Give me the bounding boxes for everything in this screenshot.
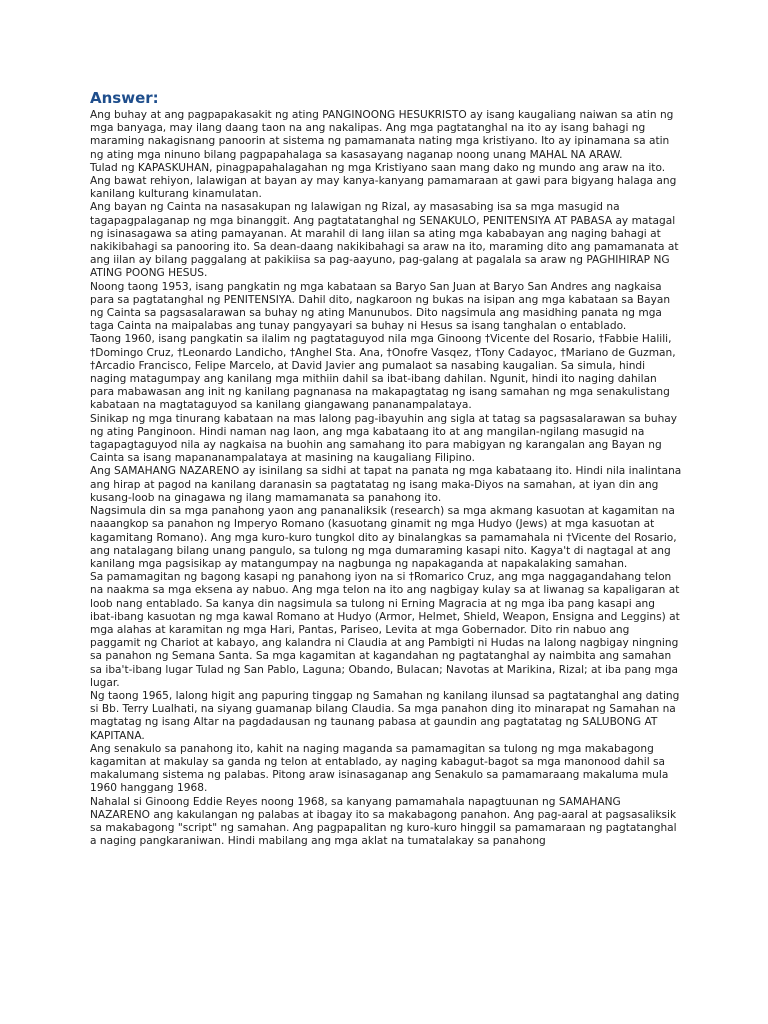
paragraph: Ang senakulo sa panahong ito, kahit na naging maganda sa pamamagitan sa tulong ng mga makabagong kagamitan at makulay sa ganda ng telon at entablado, ay naging kabagut-bagot sa mga manonood dahil sa makalumang sistema ng palabas. Pitong araw isinasaganap ang Senakulo sa pamamaraang makaluma mula 1960 hanggang 1968. <box>90 742 669 795</box>
document-body <box>90 89 682 848</box>
paragraph: Ang bayan ng Cainta na nasasakupan ng lalawigan ng Rizal, ay masasabing isa sa mga masugid na tagapagpalaganap ng mga binanggit. Ang pagtatatanghal ng SENAKULO, PENITENSIYA AT PABASA ay matagal ng isinasagawa sa ating pamayanan. At marahil di lang iilan sa ating mga kababayan ang naging bahagi at nakikibahagi sa panooring ito. Sa dean-daang nakikibahagi sa araw na ito, maraming dito ang pamamanata at ang iilan ay bilang paggalang at pakikiisa sa pag-aayuno, pag-galang at pagalala sa araw ng PAGHIHIRAP NG ATING POONG HESUS. <box>90 201 679 280</box>
paragraph: Sinikap ng mga tinurang kabataan na mas lalong pag-ibayuhin ang sigla at tatag sa pagsasalarawan sa buhay ng ating Panginoon. Hindi naman nag laon, ang mga kabataang ito at ang mangilan-ngilang masugid na tagapagtaguyod nila ay nagkaisa na buohin ang samahang ito para mabigyan ng karangalan ang Bayan ng Cainta sa isang mapananampalataya at masining na kaugaliang Filipino. <box>90 412 678 465</box>
paragraph: Ang SAMAHANG NAZARENO ay isinilang sa sidhi at tapat na panata ng mga kabataang ito. Hindi nila inalintana ang hirap at pagod na kanilang daranasin sa pagtatatag ng isang maka-Diyos na samahan, at iyan din ang kusang-loob na ginagawa ng ilang mamamanata sa panahong ito. <box>90 465 682 504</box>
answer-heading: Answer: <box>90 89 159 107</box>
paragraph: Ng taong 1965, lalong higit ang papuring tinggap ng Samahan ng kanilang ilunsad sa pagtatanghal ang dating si Bb. Terry Lualhati, na siyang guamanap bilang Claudia. Sa mga panahon ding ito minarapat ng Samahan na magtatag ng isang Altar na pagdadausan ng taunang pabasa at gaundin ang pagtatatag ng SALUBONG AT KAPITANA. <box>90 689 680 742</box>
paragraph: Sa pamamagitan ng bagong kasapi ng panahong iyon na si †Romarico Cruz, ang mga naggagandahang telon na naakma sa mga eksena ay nabuo. Ang mga telon na ito ang nagbigay kulay sa at liwanag sa kapaligaran at loob nang entablado. Sa kanya din nagsimula sa tulong ni Erning Magracia at ng mga iba pang kasapi ang ibat-ibang kasuotan ng mga kawal Romano at Hudyo (Armor, Helmet, Shield, Weapon, Ensigna and Leggins) at mga alahas at karamitan ng mga Hari, Pantas, Pariseo, Levita at mga Gobernador. Dito rin nabuo ang paggamit ng Chariot at kabayo, ang kalandra ni Claudia at ang Pambigti ni Hudas na lalong nagbigay ningning sa panahon ng Semana Santa. Sa mga kagamitan at kagandahan ng pagtatanghal ay naimbita ang samahan sa iba't-ibang lugar Tulad ng San Pablo, Laguna; Obando, Bulacan; Navotas at Marikina, Rizal; at iba pang mga lugar. <box>90 571 680 689</box>
paragraph: Ang buhay at ang pagpapakasakit ng ating PANGINOONG HESUKRISTO ay isang kaugaliang naiwan sa atin ng mga banyaga, may ilang daang taon na ang nakalipas. Ang mga pagtatanghal na ito ay isang bahagi ng maraming nakagisnang panoorin at sistema ng pamamanata nating mga kristiyano. Ito ay ipinamana sa atin ng ating mga ninuno bilang pagpapahalaga sa kasasayang naganap noong unang MAHAL NA ARAW. <box>90 109 674 161</box>
paragraph: Noong taong 1953, isang pangkatin ng mga kabataan sa Baryo San Juan at Baryo San Andres ang nagkaisa para sa pagtatanghal ng PENITENSIYA. Dahil dito, nagkaroon ng bukas na isipan ang mga kabataan sa Bayan ng Cainta sa pagsasalarawan sa buhay ng ating Manunubos. Dito nagsimula ang masidhing panata ng mga taga Cainta na maipalabas ang tunay pangyayari sa buhay ni Hesus sa isang tanghalan o entablado. <box>90 280 671 333</box>
paragraph: Taong 1960, isang pangkatin sa ilalim ng pagtataguyod nila mga Ginoong †Vicente del Rosario, †Fabbie Halili, †Domingo Cruz, †Leonardo Landicho, †Anghel Sta. Ana, †Onofre Vasqez, †Tony Cadayoc, †Mariano de Guzman, †Arcadio Francisco, Felipe Marcelo, at David Javier ang pumalaot sa nasabing kaugalian. Sa simula, hindi naging matagumpay ang kanilang mga mithiin dahil sa ibat-ibang dahilan. Ngunit, hindi ito naging dahilan para mabawasan ang init ng kanilang pagnanasa na makapagtatag ng isang samahan ng mga senakulistang kabataan na magtataguyod sa kanilang giangawang pananampalataya. <box>90 333 676 412</box>
paragraph: Nahalal si Ginoong Eddie Reyes noong 1968, sa kanyang pamamahala napagtuunan ng SAMAHANG NAZARENO ang kakulangan ng palabas at ibagay ito sa makabagong panahon. Ang pag-aaral at pagsasaliksik sa makabagong "script" ng samahan. Ang pagpapalitan ng kuro-kuro hinggil sa pamamaraan ng pagtatanghal a naging pangkaraniwan. Hindi mabilang ang mga aklat na tumatalakay sa panahong <box>90 795 677 848</box>
paragraph: Tulad ng KAPASKUHAN, pinagpapahalagahan ng mga Kristiyano saan mang dako ng mundo ang araw na ito. Ang bawat rehiyon, lalawigan at bayan ay may kanya-kanyang pamamaraan at gawi para bigyang halaga ang kanilang kulturang kinamulatan. <box>90 161 677 201</box>
paragraph: Nagsimula din sa mga panahong yaon ang pananaliksik (research) sa mga akmang kasuotan at kagamitan na naaangkop sa panahon ng Imperyo Romano (kasuotang ginamit ng mga Hudyo (Jews) at mga kasuotan at kagamitang Romano). Ang mga kuro-kuro tungkol dito ay binalangkas sa pamamahala ni †Vicente del Rosario, ang natalagang bilang unang pangulo, sa tulong ng mga dumaraming kasapi nito. Kagya't di nagtagal at ang kanilang mga pagsisikap ay matangumpay na nagbunga ng napakaganda at napakalaking samahan. <box>90 505 677 570</box>
paragraph-list <box>90 109 682 848</box>
